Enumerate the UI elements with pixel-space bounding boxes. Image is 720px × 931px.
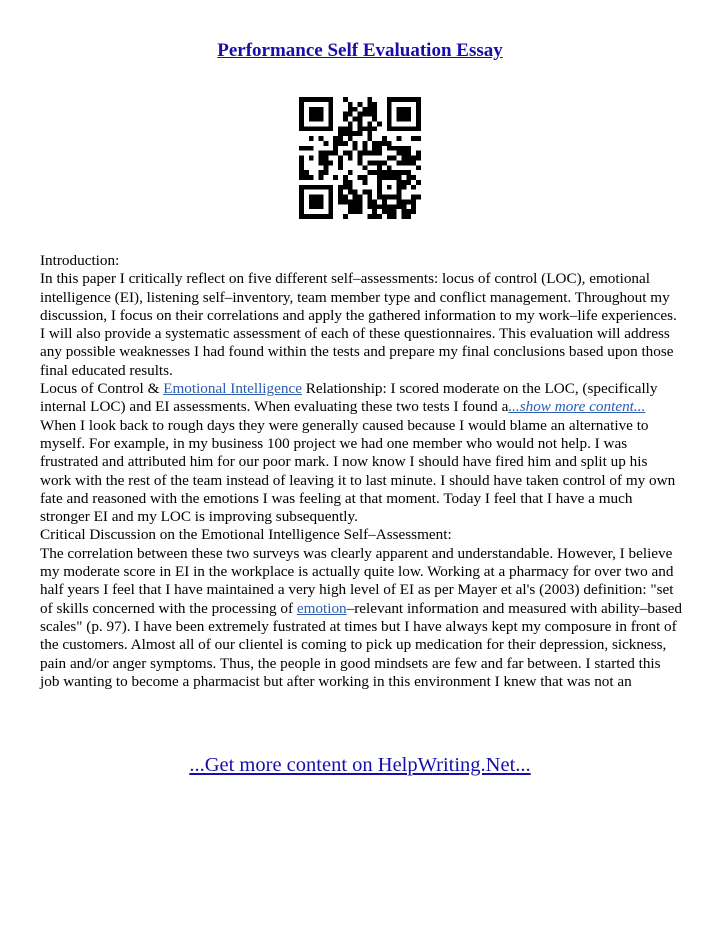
emotional-intelligence-link[interactable]: Emotional Intelligence [163,380,302,398]
get-more-content-link[interactable]: ...Get more content on HelpWriting.Net... [189,754,531,776]
loc-suffix: Relationship: I scored moderate on the LOC, (specifically internal LOC) and EI assessments. When evaluating these two tests I found a [40,380,658,416]
show-more-link[interactable]: ...show more content... [508,398,646,416]
correlation-prefix: The correlation between these two surveys was clearly apparent and understandable. However, I believe my moderate score in EI in the workplace is actually quite low. Working at a pharmacy for over two and half years I feel that I have maintained a very high level of EI as per Mayer et al's (2003) definition: "set of skills concerned with the processing of [40,544,674,617]
get-more-content [0,754,720,777]
loc-prefix: Locus of Control & [40,380,164,398]
qr-code-icon [299,97,421,219]
intro-paragraph: In this paper I critically reflect on five different self–assessments: locus of control (LOC), emotional intelligence (EI), listening self–inventory, team member type and conflict management. Throughout my discussion, I focus on their correlations and apply the gathered information to my work–life experiences. I will also provide a systematic assessment of each of these questionnaires. This evaluation will address any possible weaknesses I had found within the tests and prepare my final conclusions based upon those final educated results. [40,270,677,379]
emotion-link[interactable]: emotion [296,599,347,617]
title-link[interactable]: Performance Self Evaluation Essay [217,40,503,61]
correlation-suffix: –relevant information and measured with ability–based scales" (p. 97). I have been extremely fustrated at times but I have always kept my composure in front of the customers. Almost all of our clientel is coming to pick up medication for their depression, sickness, pain and/or anger symptoms. Thus, the people in good mindsets are few and far between. I started this job wanting to become a pharmacist but after working in this environment I knew that was not an [40,599,682,690]
rough-days-paragraph: When I look back to rough days they were generally caused because I would blame an alternative to myself. For example, in my business 100 project we had one member who would not help. I was frustrated and attributed him for our poor mark. I now know I should have fired him and split up his work with the rest of the team instead of leaving it to last minute. I should have taken control of my own fate and reasoned with the emotions I was feeling at that moment. Today I feel that I have a much stronger EI and my LOC is improving subsequently. [40,416,676,526]
page-title [0,40,720,62]
correlation-paragraph [40,545,682,691]
intro-heading: Introduction: [40,252,120,269]
loc-paragraph [40,380,682,417]
critical-heading: Critical Discussion on the Emotional Intelligence Self–Assessment: [40,526,452,544]
essay-body [40,252,682,691]
